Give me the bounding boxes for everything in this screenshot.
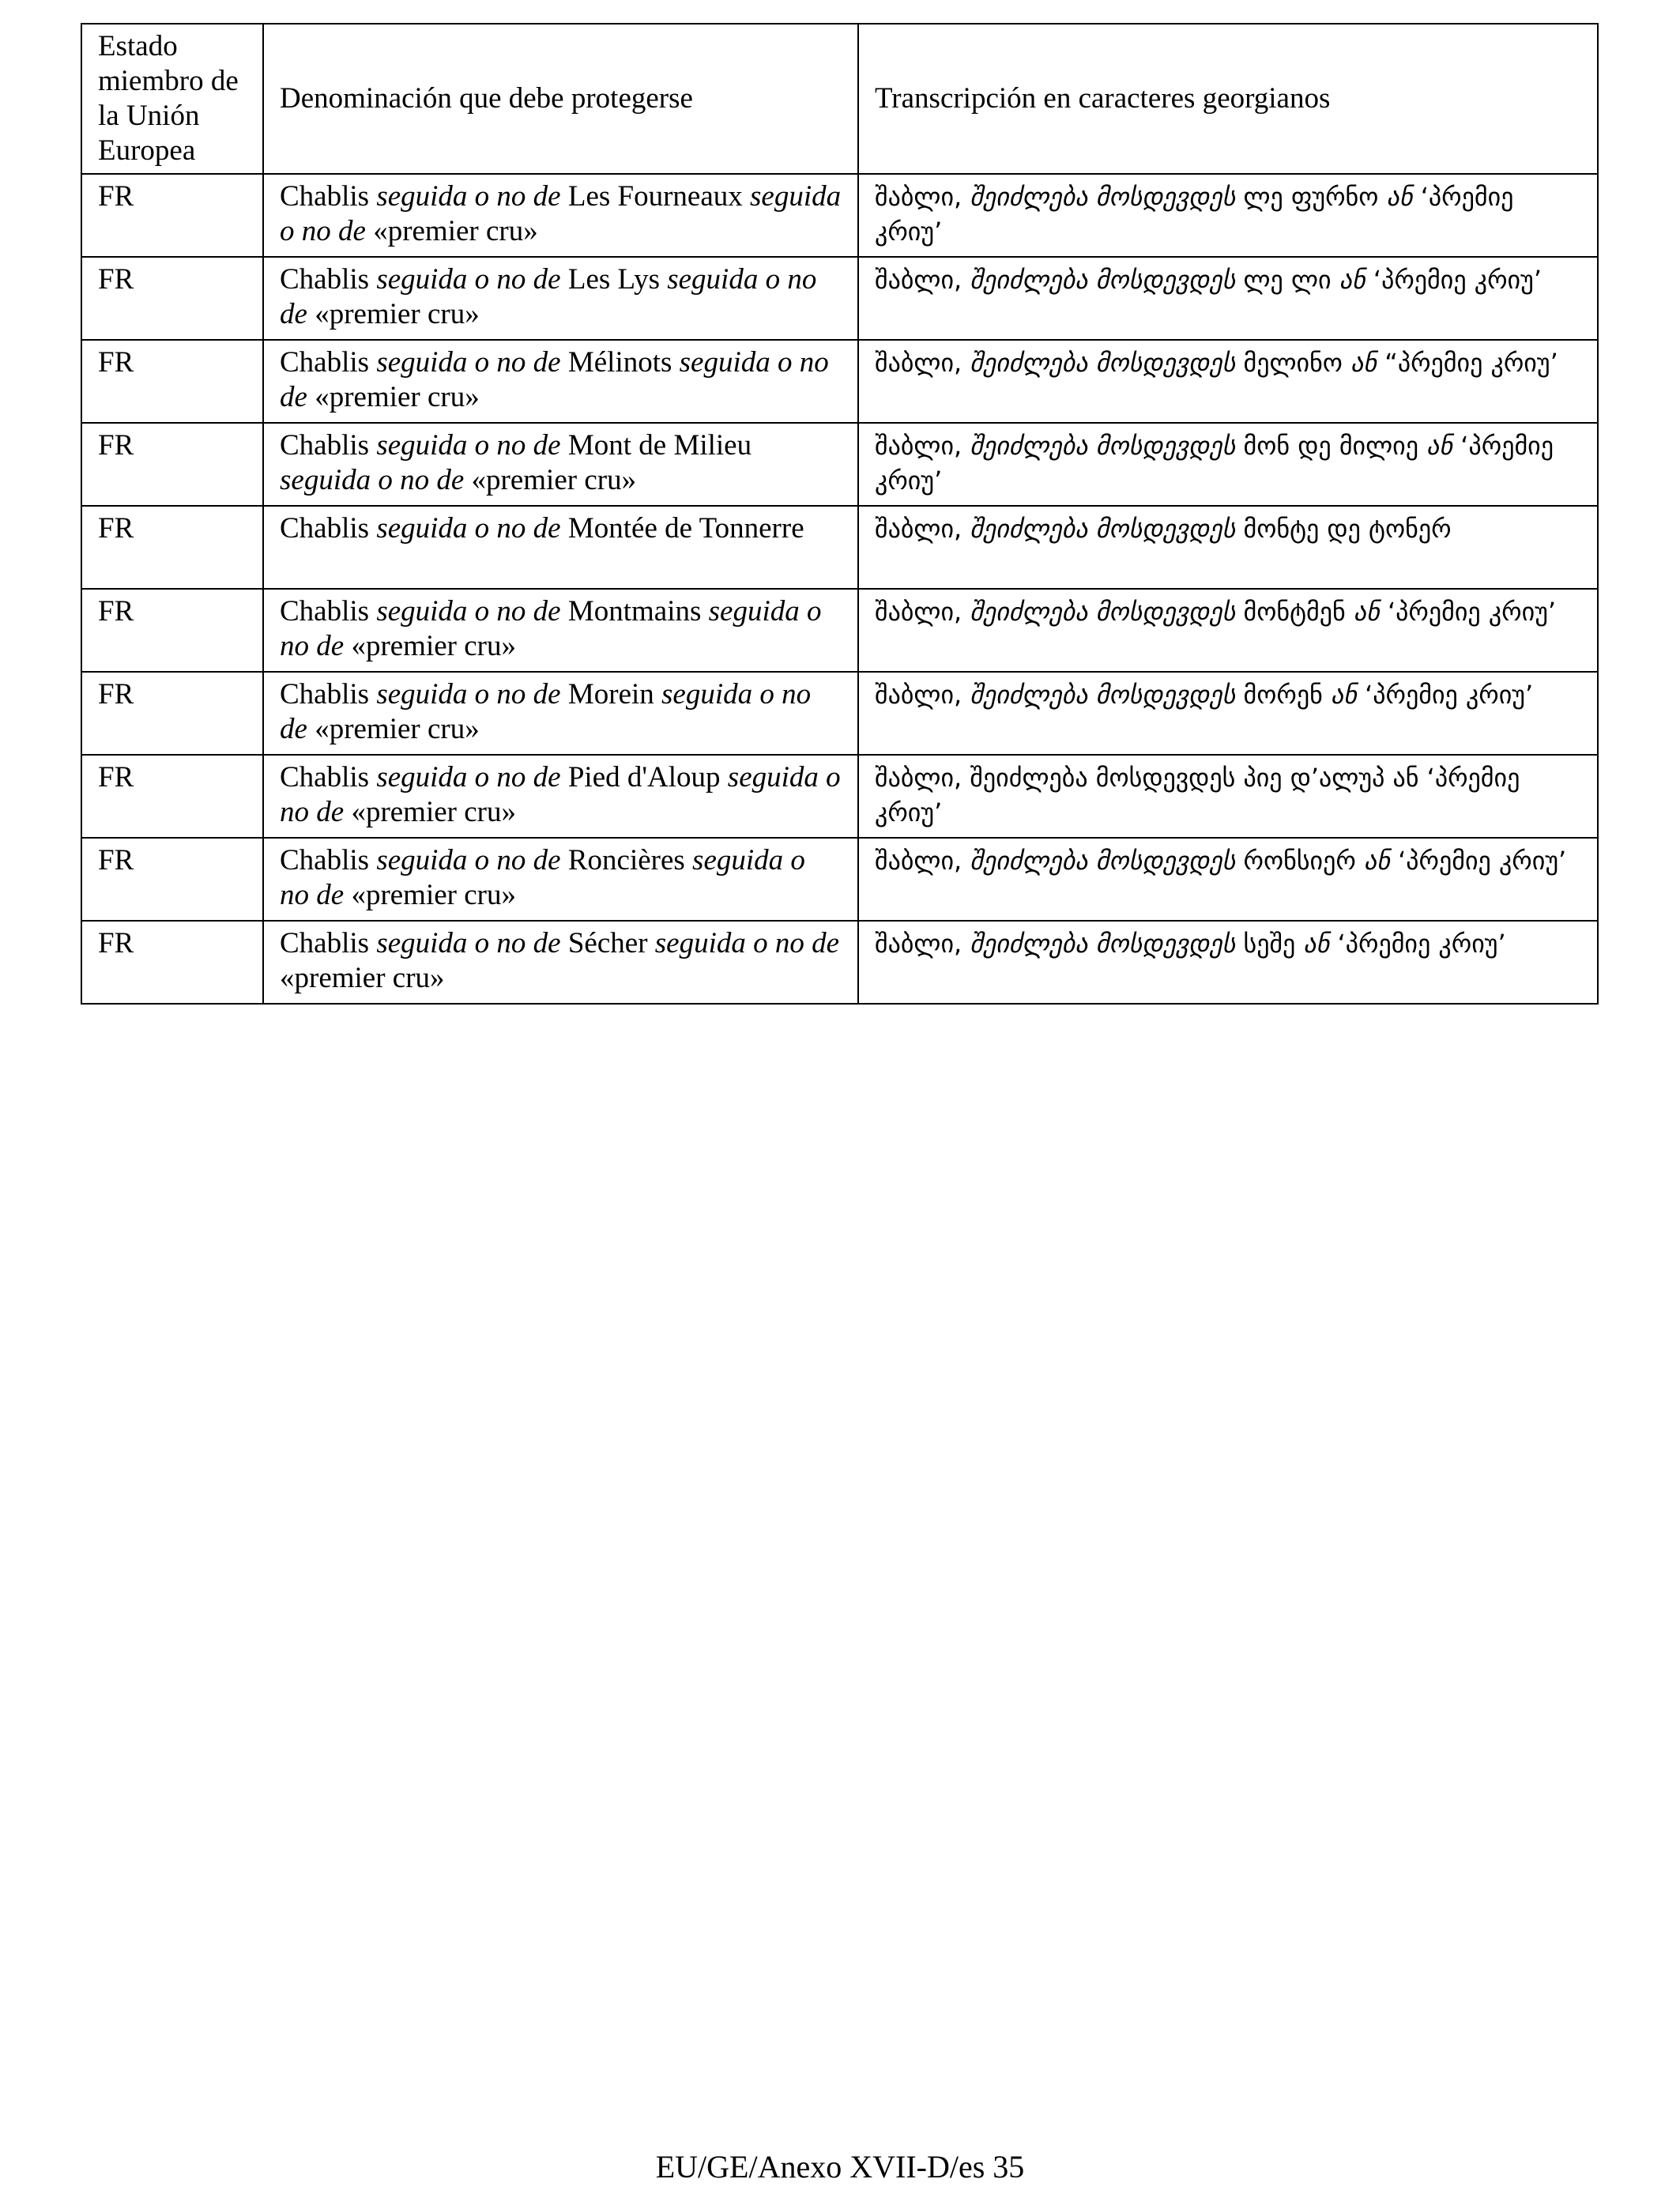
denomination-suffix-connector: seguida o no de: [654, 927, 840, 959]
georgian-suffix: ‘პრემიე კრიუ’: [1337, 929, 1506, 959]
denomination-place: Mont de Milieu: [567, 429, 752, 462]
geographical-indications-table: [81, 23, 1599, 1005]
denomination-suffix: «premier cru»: [471, 464, 637, 496]
georgian-transcription-cell: [858, 257, 1598, 340]
denomination-suffix-connector: seguida o no de: [280, 180, 842, 247]
georgian-transcription-cell: [858, 174, 1598, 257]
denomination-suffix: «premier cru»: [351, 630, 516, 662]
denomination-place: Montée de Tonnerre: [567, 512, 804, 545]
table-row: [81, 672, 1598, 755]
georgian-transcription-cell: [858, 921, 1598, 1004]
denomination-cell: [263, 838, 858, 921]
denomination-cell: [263, 921, 858, 1004]
georgian-connector: შეიძლება მოსდევდეს: [970, 846, 1236, 876]
denomination-place: Les Fourneaux: [567, 180, 743, 213]
georgian-main: შაბლი,: [875, 597, 962, 627]
member-state-cell: FR: [81, 506, 263, 589]
georgian-or: ან: [1350, 348, 1377, 378]
georgian-main: შაბლი,: [875, 431, 962, 461]
georgian-place: ლე ლი: [1243, 265, 1332, 295]
denomination-suffix-connector: seguida o no de: [280, 346, 829, 413]
denomination-main: Chablis: [280, 346, 370, 379]
table-row: [81, 506, 1598, 589]
georgian-suffix: “პრემიე კრიუ’: [1384, 348, 1558, 378]
member-state-cell: FR: [81, 340, 263, 423]
member-state-cell: FR: [81, 257, 263, 340]
georgian-suffix: ‘პრემიე კრიუ’: [1388, 597, 1557, 627]
georgian-suffix: ‘პრემიე კრიუ’: [875, 182, 1514, 247]
denomination-suffix-connector: seguida o no de: [280, 678, 812, 745]
georgian-or: ან: [1353, 597, 1380, 627]
georgian-main: შაბლი,: [875, 348, 962, 378]
georgian-or: ან: [1386, 182, 1413, 212]
table-header-row: [81, 24, 1598, 174]
member-state-cell: FR: [81, 672, 263, 755]
georgian-or: ან: [1330, 680, 1357, 710]
table-row: [81, 340, 1598, 423]
member-state-cell: FR: [81, 174, 263, 257]
member-state-cell: FR: [81, 838, 263, 921]
georgian-main: შაბლი,: [875, 680, 962, 710]
header-member-state: Estado miembro de la Unión Europea: [81, 24, 263, 174]
denomination-suffix-connector: seguida o no de: [280, 595, 822, 662]
table-row: [81, 755, 1598, 838]
georgian-main: შაბლი,: [875, 182, 962, 212]
georgian-main: შაბლი,: [875, 763, 962, 793]
denomination-cell: [263, 755, 858, 838]
georgian-suffix: ‘პრემიე კრიუ’: [1398, 846, 1567, 876]
denomination-place: Roncières: [567, 844, 685, 876]
denomination-main: Chablis: [280, 678, 370, 711]
georgian-suffix: ‘პრემიე კრიუ’: [875, 431, 1554, 496]
georgian-connector: შეიძლება მოსდევდეს: [970, 182, 1236, 212]
denomination-place: Pied d'Aloup: [567, 761, 721, 794]
denomination-cell: [263, 174, 858, 257]
denomination-connector: seguida o no de: [376, 263, 561, 296]
denomination-main: Chablis: [280, 844, 370, 876]
table-row: [81, 921, 1598, 1004]
georgian-or: ან: [1363, 846, 1390, 876]
denomination-connector: seguida o no de: [376, 429, 561, 462]
denomination-cell: [263, 672, 858, 755]
denomination-main: Chablis: [280, 263, 370, 296]
denomination-connector: seguida o no de: [376, 927, 561, 959]
denomination-main: Chablis: [280, 761, 370, 794]
table-body: [81, 174, 1598, 1004]
denomination-cell: [263, 257, 858, 340]
georgian-place: რონსიერ: [1243, 846, 1356, 876]
denomination-main: Chablis: [280, 927, 370, 959]
georgian-suffix: ‘პრემიე კრიუ’: [1365, 680, 1534, 710]
georgian-connector: შეიძლება მოსდევდეს: [970, 514, 1236, 544]
georgian-connector: შეიძლება მოსდევდეს: [970, 680, 1236, 710]
georgian-or: ან: [1339, 265, 1365, 295]
denomination-suffix: «premier cru»: [351, 879, 516, 911]
georgian-main: შაბლი,: [875, 846, 962, 876]
georgian-or: ან: [1392, 763, 1419, 793]
georgian-place: პიე დ’ალუპ: [1243, 763, 1385, 793]
georgian-transcription-cell: [858, 423, 1598, 506]
georgian-or: ან: [1303, 929, 1330, 959]
georgian-place: მონტე დე ტონერ: [1243, 514, 1452, 544]
denomination-connector: seguida o no de: [376, 180, 561, 213]
georgian-connector: შეიძლება მოსდევდეს: [970, 348, 1236, 378]
georgian-transcription-cell: [858, 340, 1598, 423]
georgian-transcription-cell: [858, 838, 1598, 921]
georgian-main: შაბლი,: [875, 514, 962, 544]
denomination-main: Chablis: [280, 512, 370, 545]
georgian-connector: შეიძლება მოსდევდეს: [970, 431, 1236, 461]
georgian-place: მორენ: [1243, 680, 1323, 710]
denomination-cell: [263, 589, 858, 672]
denomination-main: Chablis: [280, 180, 370, 213]
denomination-place: Montmains: [567, 595, 702, 628]
georgian-place: სეშე: [1243, 929, 1296, 959]
table-row: [81, 423, 1598, 506]
denomination-cell: [263, 423, 858, 506]
denomination-cell: [263, 340, 858, 423]
georgian-place: მონ დე მილიე: [1243, 431, 1418, 461]
georgian-transcription-cell: [858, 506, 1598, 589]
georgian-suffix: ‘პრემიე კრიუ’: [1373, 265, 1542, 295]
denomination-cell: [263, 506, 858, 589]
table-row: [81, 257, 1598, 340]
georgian-connector: შეიძლება მოსდევდეს: [970, 929, 1236, 959]
denomination-suffix: «premier cru»: [315, 298, 480, 330]
georgian-place: მელინო: [1243, 348, 1343, 378]
denomination-suffix: «premier cru»: [373, 215, 538, 247]
georgian-main: შაბლი,: [875, 929, 962, 959]
table-row: [81, 174, 1598, 257]
header-name-to-protect: Denominación que debe protegerse: [263, 24, 858, 174]
denomination-suffix: «premier cru»: [351, 796, 516, 828]
denomination-place: Sécher: [567, 927, 648, 959]
georgian-suffix: ‘პრემიე კრიუ’: [875, 763, 1520, 827]
denomination-place: Mélinots: [567, 346, 672, 379]
denomination-suffix: «premier cru»: [315, 713, 480, 745]
denomination-suffix-connector: seguida o no de: [280, 263, 817, 330]
denomination-suffix-connector: seguida o no de: [280, 761, 841, 828]
denomination-connector: seguida o no de: [376, 761, 561, 794]
denomination-suffix: «premier cru»: [315, 381, 480, 413]
denomination-suffix: «premier cru»: [280, 962, 445, 994]
page-footer-reference: EU/GE/Anexo XVII-D/es 35: [655, 2149, 1025, 2185]
georgian-place: მონტმენ: [1243, 597, 1346, 627]
georgian-connector: შეიძლება მოსდევდეს: [970, 597, 1236, 627]
georgian-main: შაბლი,: [875, 265, 962, 295]
georgian-connector: შეიძლება მოსდევდეს: [970, 763, 1236, 793]
denomination-suffix-connector: seguida o no de: [280, 464, 465, 496]
georgian-transcription-cell: [858, 589, 1598, 672]
georgian-transcription-cell: [858, 672, 1598, 755]
georgian-place: ლე ფურნო: [1243, 182, 1379, 212]
header-georgian-transcription: Transcripción en caracteres georgianos: [858, 24, 1598, 174]
denomination-suffix-connector: seguida o no de: [280, 844, 805, 911]
denomination-connector: seguida o no de: [376, 595, 561, 628]
georgian-connector: შეიძლება მოსდევდეს: [970, 265, 1236, 295]
denomination-connector: seguida o no de: [376, 844, 561, 876]
denomination-connector: seguida o no de: [376, 346, 561, 379]
table-row: [81, 589, 1598, 672]
table-row: [81, 838, 1598, 921]
denomination-place: Morein: [567, 678, 654, 711]
denomination-main: Chablis: [280, 595, 370, 628]
denomination-main: Chablis: [280, 429, 370, 462]
member-state-cell: FR: [81, 921, 263, 1004]
denomination-connector: seguida o no de: [376, 512, 561, 545]
georgian-or: ან: [1426, 431, 1453, 461]
member-state-cell: FR: [81, 423, 263, 506]
denomination-place: Les Lys: [567, 263, 660, 296]
member-state-cell: FR: [81, 755, 263, 838]
georgian-transcription-cell: [858, 755, 1598, 838]
denomination-connector: seguida o no de: [376, 678, 561, 711]
member-state-cell: FR: [81, 589, 263, 672]
